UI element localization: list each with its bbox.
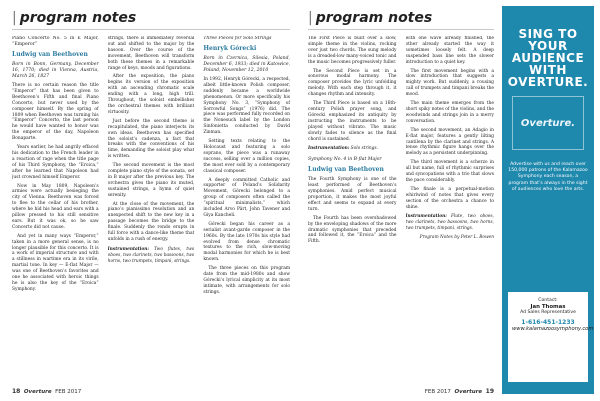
- piece-title: Symphony No. 4 in B-flat Major: [308, 157, 382, 163]
- header-rule: [12, 29, 290, 30]
- header-title-text: program notes: [19, 10, 137, 26]
- paragraph: And yet in many ways “Emperor,” taken in a more general sense, is no longer plausible for this concerto. It is a work of imperial structure and with a stillness in wartime era in its virile, martial tone. In key — E-flat Major — was one of Beethoven’s favorites and one he associated with heroic things he is also the key of the “Eroica” Symphony.: [12, 233, 99, 292]
- left-column-3: [203, 36, 290, 381]
- instrumentation-text: Two flutes, two oboes, two clarinets, two bassoons, two horns, two trumpets, timpani, strings.: [107, 246, 195, 264]
- paragraph: There is no certain reason the title “Emperor” that has been given to Beethoven’s Fifth and final Piano Concerto, but never used by the composer himself. By the spring of 1809 when Beethoven was turning his “Emperor” Concerto, the last person he would have wanted to honor was the emperor of the day, Napoleon Bonaparte.: [12, 83, 99, 142]
- overture-logo: [512, 96, 584, 150]
- paragraph: The main theme emerges from the short spiky notes of the violins, and the woodwinds and strings join in a merry conversation.: [405, 101, 494, 124]
- left-column-1: [12, 36, 99, 381]
- paragraph: with one wave already finished, the other already started the way it sometimes loosely felt. A deep suspended bass line sets the slower introduction to a quiet key.: [405, 36, 494, 65]
- instrumentation: [108, 247, 195, 265]
- page-number: 19: [485, 388, 494, 395]
- paragraph: The three pieces on this program date from the mid-1980s and show Górecki’s lyrical simplicity at its most intimate, with arrangements for solo strings.: [203, 266, 291, 295]
- composer-name: Henryk Górecki: [203, 45, 257, 52]
- paragraph: Setting texts relating to the Holocaust and featuring a solo soprano, the piece was a runaway success, selling over a million copies, the most ever sold by a contemporary classical composer.: [203, 139, 291, 174]
- paragraph: A deeply committed Catholic and supporter of Poland’s Solidarity Movement, Górecki belonged to a group of composers often called the “spiritual minimalists,” which included Arvo Pärt, John Tavener and Giya Kancheli.: [203, 177, 291, 218]
- overture-advertisement[interactable]: [502, 6, 594, 394]
- footer-issue: FEB 2017: [424, 389, 451, 395]
- page-header-right: | program notes: [308, 10, 433, 26]
- instrumentation: [308, 146, 397, 152]
- composer-name: Ludwig van Beethoven: [308, 166, 384, 174]
- paragraph: The second movement, an Adagio in E-flat major, features a gently lilting cantilena by the clarinet and strings. A tense rhythmic figure hangs over the melody as a persistent underpinning.: [405, 127, 494, 157]
- contact-role: Ad Sales Representative: [520, 310, 576, 316]
- contact-name: Jan Thomas: [530, 304, 566, 311]
- instrumentation: [406, 214, 495, 232]
- instrumentation-label: Instrumentation:: [405, 214, 447, 220]
- paragraph: The Fourth Symphony is one of the least performed of Beethoven’s symphonies. Amid perfect musical proportion, it makes the most joyful effect and seems to expand at every turn.: [308, 177, 397, 212]
- piece-title: Three Pieces for Solo Strings: [203, 36, 272, 41]
- instrumentation-label: Instrumentation:: [107, 246, 149, 252]
- paragraph: The Third Piece is based on a 16th-century Polish prayer song, and Górecki emphasized its antiquity by instructing the instruments to be played without vibrato. The music slowly fades to silence as the final chord is sustained.: [308, 101, 397, 142]
- instrumentation-label: Instrumentation:: [308, 146, 350, 152]
- ad-headline: SING TO YOUR AUDIENCE WITH OVERTURE.: [507, 27, 589, 89]
- footer-brand: Overture: [454, 389, 483, 395]
- paragraph: The second movement is the most complete piano style of the sonata, set in B major after the previous key. The orchestra gives the piano its muted, sustained strings, a hymn of quiet serenity.: [107, 163, 195, 198]
- paragraph: Just before the second theme is recapitulated, the piano interjects its own ideas. Beethoven has specified the soloist’s cadenza, a fact that breaks with the conventions of his time, demanding the soloist play what is written.: [107, 118, 195, 160]
- contact-website-link[interactable]: www.kalamazoosymphony.com: [512, 325, 594, 332]
- paragraph: After the exposition, the piano begins its version of the exposition with an ascending chromatic scale ending with a long, high trill. Throughout, the soloist embellishes the orchestral themes with brilliant virtuosity.: [107, 74, 195, 115]
- composer-dates: Born in Bonn, Germany, December 16, 1770; died in Vienna, Austria, March 26, 1827: [12, 62, 99, 79]
- paragraph: Years earlier, he had angrily effaced his dedication to the French leader in a reaction of rage when the title page of his Third Symphony, the “Eroica,” after he learned that Napoleon had just crowned himself Emperor.: [12, 145, 99, 180]
- paragraph: Górecki began his career as a serialist avant-garde composer in the 1960s. By the late 1970s his style had evolved from dense chromatic textures to the rich, slow-moving modal harmonies for which he is best known.: [203, 221, 291, 263]
- composer-dates: Born in Czernica, Silesia, Poland, December 6, 1933; died in Katowice, Poland, November 12, 2010: [203, 56, 291, 73]
- right-page: [300, 0, 600, 401]
- right-column-2: [406, 36, 495, 381]
- footer-issue: FEB 2017: [55, 389, 82, 395]
- page-number: 18: [12, 388, 21, 395]
- right-column-1: [308, 36, 397, 381]
- paragraph: The First Piece is built over a slow, simple theme in the violins, rocking over just two chords. The sung melody is a dreaded-low many-voiced tonic and the music becomes progressively fuller.: [308, 36, 397, 65]
- footer-brand: Overture: [23, 389, 52, 395]
- paragraph: At the close of the movement, the piano’s pianissimo resolution and an unexpected shift to the new key in a passage becomes the bridge to the finale. Suddenly the rondo erupts in full force with a dance-like theme that unfolds in a rush of energy.: [107, 201, 195, 242]
- header-title-text: program notes: [315, 10, 433, 26]
- page-footer-left: [12, 388, 81, 395]
- header-rule: [308, 29, 494, 30]
- instrumentation-text: Solo strings.: [350, 146, 378, 152]
- left-columns: [12, 36, 290, 381]
- contact-phone[interactable]: 1-616-451-1233: [521, 318, 575, 326]
- right-columns: [308, 36, 494, 381]
- ad-body: Advertise with us and reach over 150,000 patrons of the Kalamazoo Symphony each season, a program that’s always in the sight of audiences who love the arts.: [508, 162, 588, 192]
- ad-logo-text: Overture.: [520, 117, 576, 129]
- composer-name: Ludwig van Beethoven: [12, 51, 88, 58]
- contact-intro: Contact:: [538, 298, 558, 303]
- left-column-2: [108, 36, 195, 381]
- page-header-left: | program notes: [12, 10, 137, 26]
- page-footer-right: [425, 388, 494, 395]
- paragraph: The Second Piece is set in a sonorous modal harmony. The composer provides the lyric unfolding melody. With each step through it, it changes rhythm and intensity.: [308, 68, 397, 98]
- instrumentation-text: Flute, two oboes, two clarinets, two bassoons, two horns, two trumpets, timpani, strings.: [405, 214, 494, 232]
- paragraph: The third movement is a scherzo in all but name, full of rhythmic surprises and syncopations with a trio that slows the pace considerably.: [405, 160, 494, 183]
- paragraph: The Fourth has been overshadowed by the enveloping shadows of the more dramatic symphonies that preceded and followed it, the “Eroica” and the Fifth.: [308, 215, 397, 245]
- paragraph: strings, there is immediately reversal out and shifted to the major by the basoon. Over the course of the movement, Beethoven will transform both these themes in a remarkable range of keys, moods and figurations.: [107, 36, 195, 71]
- piece-title: Piano Concerto No. 5 in E Major, “Emperor”: [12, 36, 99, 47]
- paragraph: The first movement begins with a slow introduction that suggests a mighty work. But suddenly, a rousing call of trumpets and timpani breaks the mood.: [405, 68, 494, 98]
- author-signature: Program Notes by Peter L. Bowen: [419, 235, 494, 241]
- paragraph: The finale is a perpetual-motion whirlwind of notes that gives every section of the orchestra a chance to shine.: [405, 186, 494, 210]
- paragraph: Now in May 1809, Napoleon’s armies were actually besieging the city of Vienna. Beethoven was forced to flee to the cellar of his brother, where he hid his head and ears with a pillow pressed to his still sensitive ears. But it was ok, so he saw Concerto did not cause.: [12, 183, 99, 230]
- paragraph: In 1992, Henryk Górecki, a respected, albeit little-known Polish composer, suddenly became a worldwide phenomenon. Or more specifically his Symphony No. 3, “Symphony of Sorrowful Songs” (1976) did. The piece was performed fully recorded on the Nonesuch label by the London Sinfonietta conducted by David Zinman.: [203, 77, 291, 136]
- ad-contact-box: [508, 292, 594, 382]
